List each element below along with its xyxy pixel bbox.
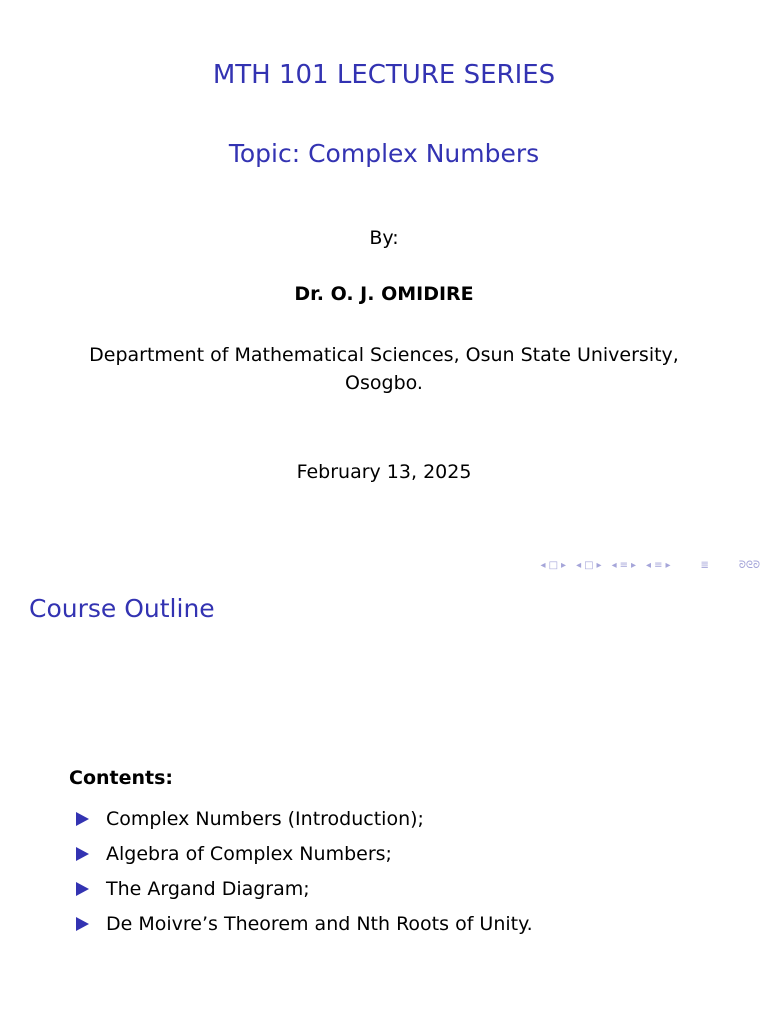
prev-frame-icon[interactable]: ◂: [540, 560, 546, 571]
outline-list: [76, 801, 533, 941]
list-item: [76, 801, 533, 836]
search-icon[interactable]: ᘐᘓᘐ: [738, 560, 760, 571]
list-item-label: Algebra of Complex Numbers;: [106, 842, 392, 865]
list-item-label: The Argand Diagram;: [106, 877, 310, 900]
next-document-icon[interactable]: ▸: [665, 560, 671, 571]
section-navigation[interactable]: [612, 560, 636, 571]
outline-slide: [0, 580, 768, 1024]
institute-line-1: Department of Mathematical Sciences, Osun State University,: [89, 344, 679, 366]
frame-navigation[interactable]: [541, 560, 567, 571]
list-item: [76, 836, 533, 871]
triangle-bullet-icon: [76, 847, 89, 861]
prev-section-icon[interactable]: ◂: [611, 560, 617, 571]
triangle-bullet-icon: [76, 882, 89, 896]
triangle-bullet-icon: [76, 812, 89, 826]
institute: [0, 341, 768, 397]
contents-heading: Contents:: [69, 767, 174, 789]
list-item: [76, 871, 533, 906]
prev-subsection-icon[interactable]: ◂: [576, 560, 582, 571]
beamer-navigation-bar: [541, 560, 760, 571]
topic-subtitle: Topic: Complex Numbers: [228, 139, 540, 168]
list-item-label: Complex Numbers (Introduction);: [106, 807, 424, 830]
frame-title: Course Outline: [29, 594, 215, 623]
author-name: Dr. O. J. OMIDIRE: [294, 283, 474, 305]
document-icon[interactable]: ≡: [654, 560, 663, 571]
triangle-bullet-icon: [76, 917, 89, 931]
prev-document-icon[interactable]: ◂: [646, 560, 652, 571]
subsection-icon[interactable]: □: [584, 560, 594, 571]
document-navigation[interactable]: [646, 560, 670, 571]
subsection-navigation[interactable]: [576, 560, 602, 571]
by-label: By:: [369, 227, 399, 249]
section-icon[interactable]: ≡: [619, 560, 628, 571]
lecture-date: February 13, 2025: [296, 461, 472, 483]
list-item-label: De Moivre’s Theorem and Nth Roots of Unity.: [106, 912, 533, 935]
frame-icon[interactable]: □: [548, 560, 559, 571]
align-icon[interactable]: ≣: [700, 560, 709, 571]
next-section-icon[interactable]: ▸: [631, 560, 637, 571]
next-subsection-icon[interactable]: ▸: [596, 560, 602, 571]
institute-line-2: Osogbo.: [345, 372, 423, 394]
next-frame-icon[interactable]: ▸: [561, 560, 567, 571]
lecture-title: MTH 101 LECTURE SERIES: [212, 60, 556, 90]
list-item: [76, 906, 533, 941]
